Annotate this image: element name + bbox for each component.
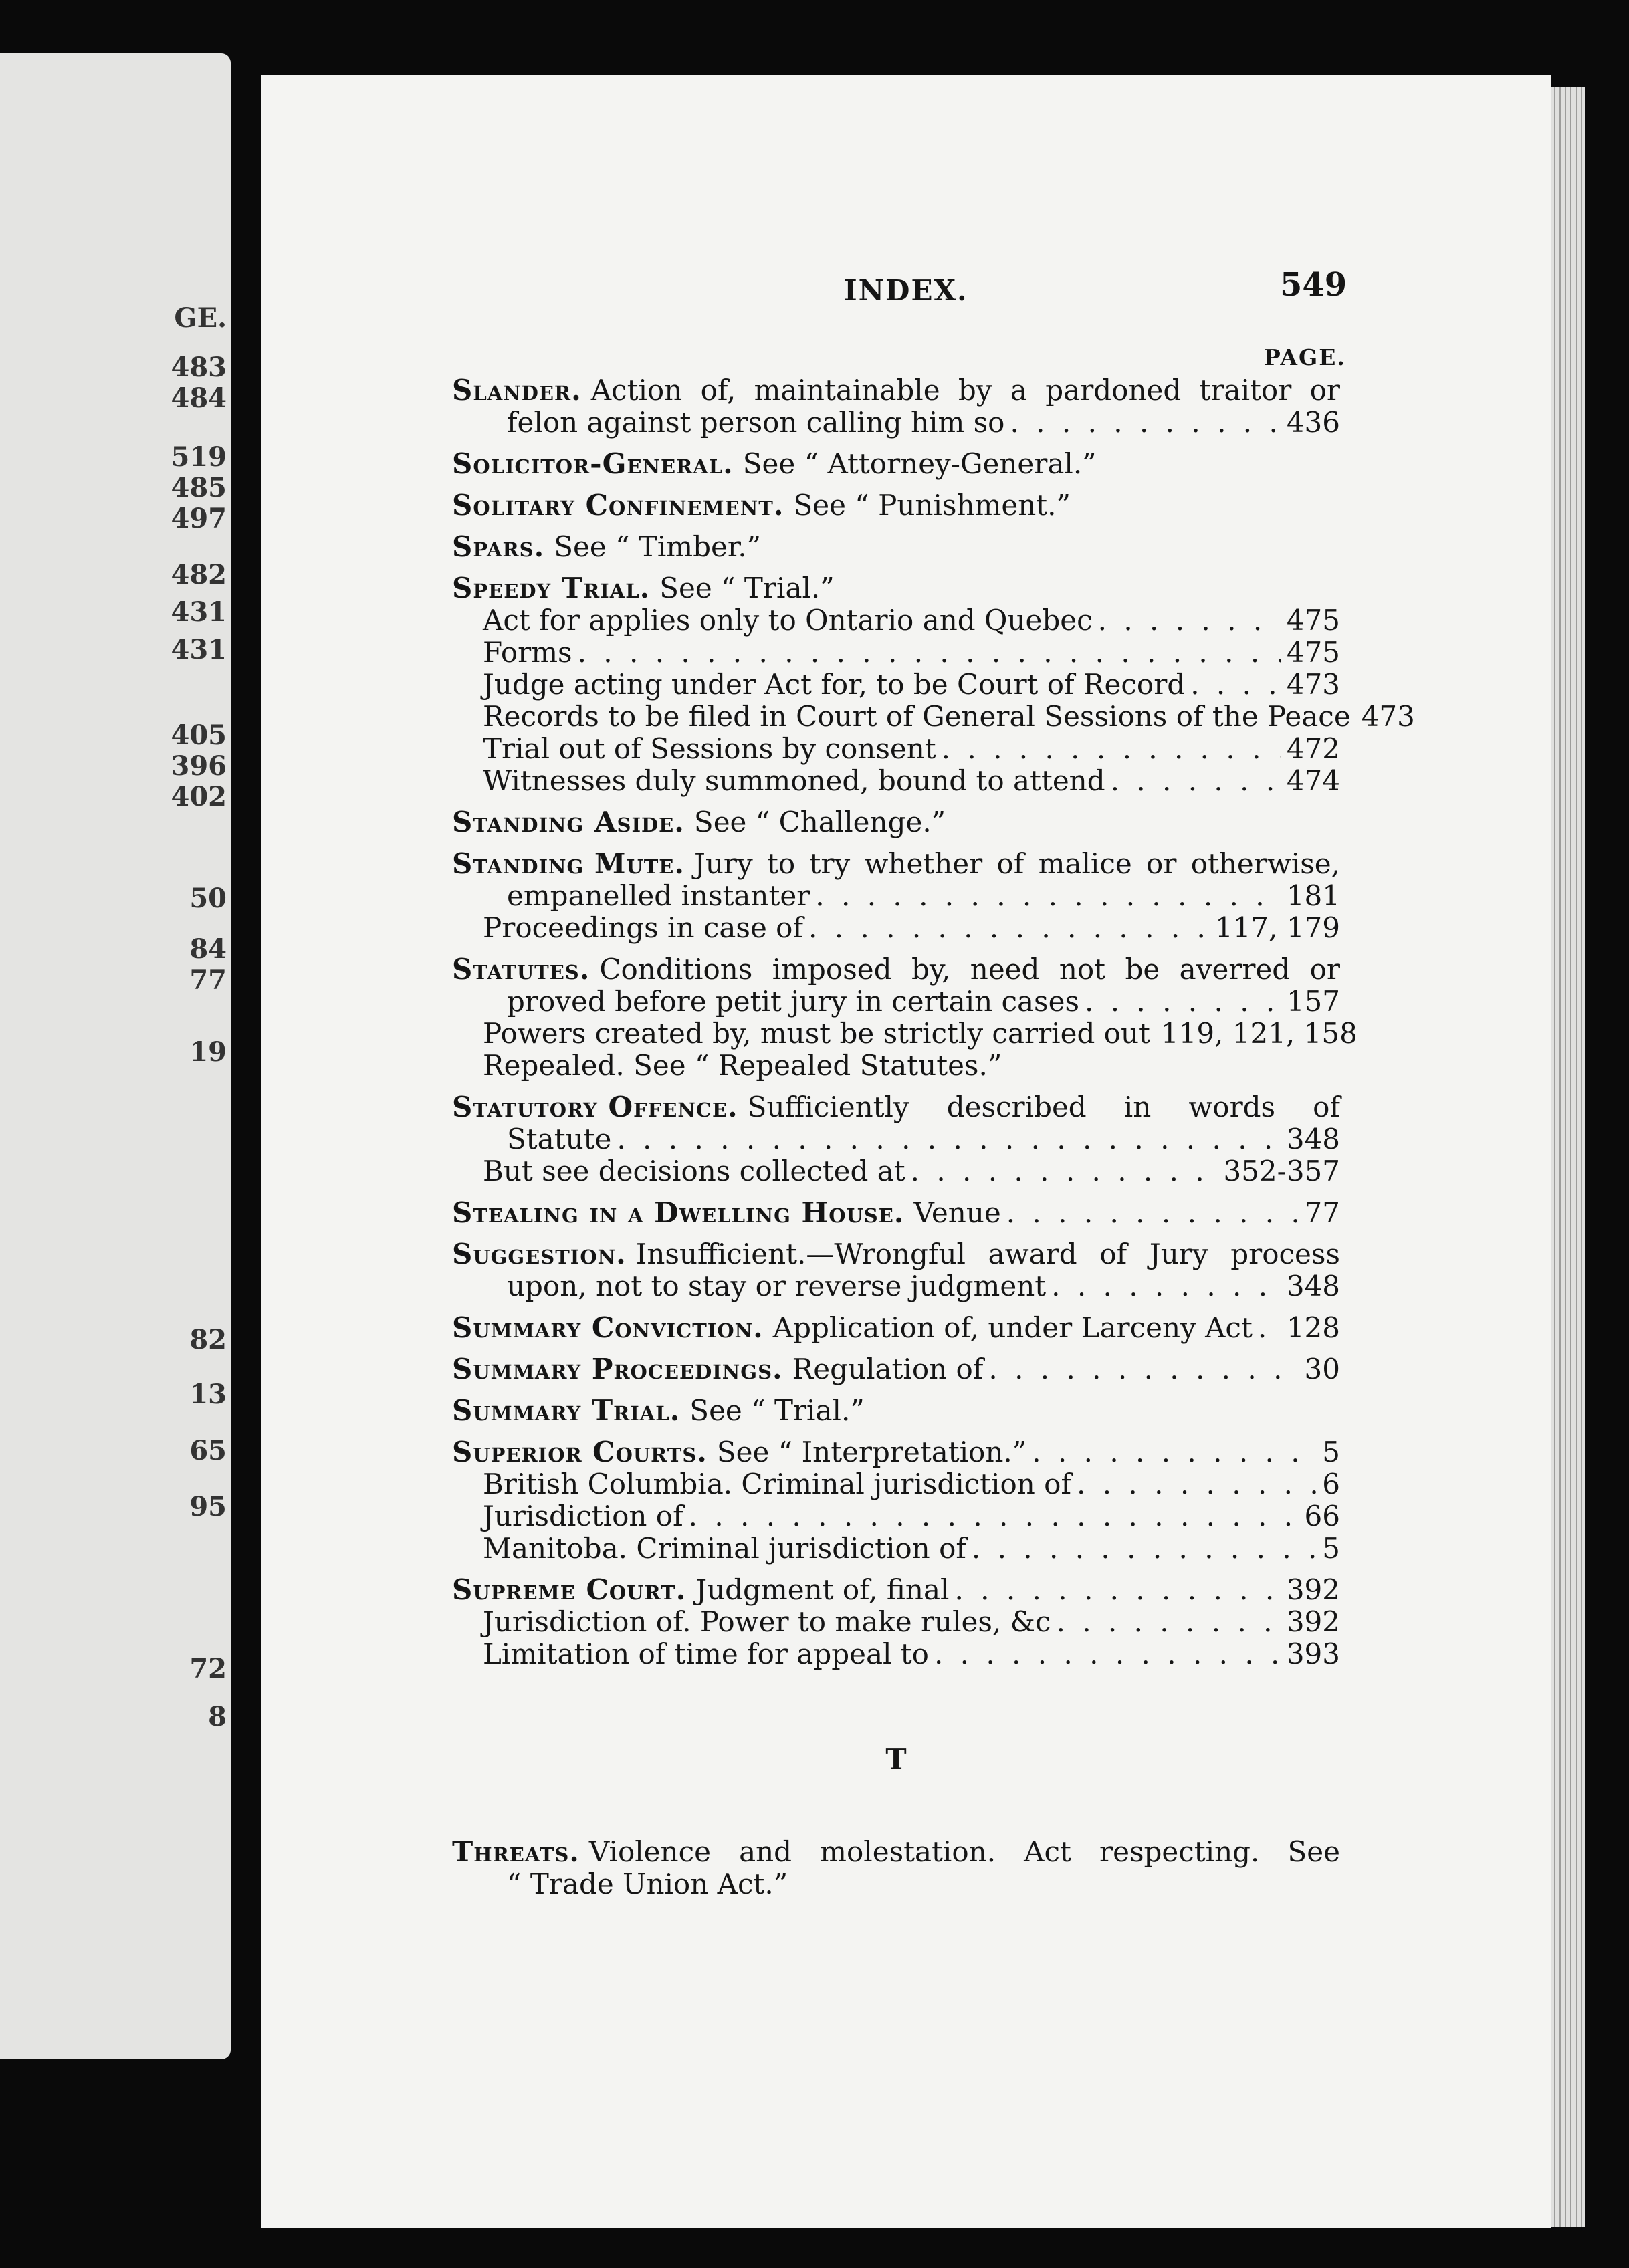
entry-text: Regulation of (792, 1353, 984, 1385)
entry-line (452, 1533, 1340, 1565)
leader-dots (954, 1574, 1281, 1606)
entry-line (452, 700, 1415, 733)
entry-line (452, 637, 1340, 669)
facing-page-fragment: GE. (174, 302, 227, 334)
entry-text: empanelled instanter (507, 879, 810, 912)
page-reference: 392 (1286, 1605, 1340, 1638)
entry-heading: Statutory Offence. (452, 1091, 738, 1123)
page-reference: 157 (1286, 985, 1340, 1018)
entry-text: Forms (483, 636, 572, 669)
entry-text: Jurisdiction of. Power to make rules, &c (483, 1605, 1051, 1638)
entry-text: Records to be filed in Court of General Sessions of the Peace (483, 700, 1351, 733)
index-entry (452, 953, 1358, 1082)
facing-page-fragment: 519 (171, 441, 227, 473)
page-reference: 128 (1286, 1311, 1340, 1344)
facing-page-fragment: 431 (171, 634, 227, 665)
index-entry (452, 1238, 1340, 1302)
entry-line (452, 1868, 1340, 1900)
entry-heading: Solitary Confinement. (452, 489, 784, 522)
leader-dots (1085, 986, 1281, 1018)
entry-line (452, 448, 1340, 480)
entry-line (452, 733, 1340, 765)
page-reference: 474 (1286, 764, 1340, 797)
entry-line (452, 1312, 1340, 1344)
facing-page-fragment: 95 (189, 1491, 227, 1522)
entry-heading: Statutes. (452, 953, 590, 986)
facing-page-fragment: 50 (189, 883, 227, 914)
entry-heading: Suggestion. (452, 1238, 627, 1270)
index-entry (452, 1312, 1340, 1344)
entry-heading: Supreme Court. (452, 1573, 687, 1606)
facing-page-fragment: 84 (189, 933, 227, 965)
leader-dots (689, 1500, 1299, 1533)
leader-dots (1032, 1436, 1317, 1468)
page-column-label: PAGE. (1264, 344, 1346, 370)
entry-text: Jurisdiction of (483, 1500, 683, 1533)
entry-text: Insufficient.—Wrongful award of Jury process (635, 1238, 1340, 1270)
entry-text: Manitoba. Criminal jurisdiction of (483, 1532, 966, 1565)
index-entry (452, 1436, 1340, 1565)
page-reference: 117, 179 (1214, 911, 1340, 944)
index-entry (452, 531, 1340, 563)
facing-page-fragment: 482 (171, 559, 227, 590)
entry-line (452, 986, 1340, 1018)
entry-line (452, 1638, 1340, 1670)
entry-line (452, 1574, 1340, 1606)
entry-line (452, 374, 1340, 407)
entry-heading: Summary Trial. (452, 1394, 681, 1427)
leader-dots (934, 1638, 1281, 1670)
entry-line (452, 848, 1340, 880)
entry-line (452, 489, 1340, 522)
leader-dots (988, 1353, 1299, 1385)
entry-text: But see decisions collected at (483, 1155, 905, 1187)
entry-line (452, 912, 1340, 944)
facing-page-fragment: 65 (189, 1435, 227, 1466)
page-reference: 119, 121, 158 (1160, 1017, 1358, 1050)
facing-page-fragment: 19 (189, 1036, 227, 1068)
entry-line (452, 1836, 1340, 1868)
leader-dots (1010, 407, 1281, 439)
entry-text: Statute (507, 1123, 612, 1155)
leader-dots (1190, 669, 1281, 701)
entry-line (452, 765, 1340, 797)
entry-line (452, 806, 1340, 838)
entry-line (452, 1155, 1340, 1187)
entry-line (452, 669, 1340, 701)
entry-text: Application of, under Larceny Act (772, 1311, 1253, 1344)
entry-text: See “ Punishment.” (793, 489, 1071, 522)
entry-text: See “ Interpretation.” (716, 1436, 1027, 1468)
entry-line (452, 1238, 1340, 1270)
entry-text: See “ Trial.” (659, 572, 835, 604)
entry-heading: Summary Proceedings. (452, 1353, 783, 1385)
leader-dots (1077, 1468, 1317, 1500)
index-entry (452, 489, 1340, 522)
facing-page-fragment: 82 (189, 1324, 227, 1355)
leader-dots (1258, 1312, 1281, 1344)
index-entry (452, 1091, 1340, 1187)
leader-dots (808, 912, 1210, 944)
index-entry (452, 806, 1340, 838)
facing-page-fragment: 13 (189, 1379, 227, 1410)
page-reference: 5 (1322, 1532, 1340, 1565)
entry-heading: Summary Conviction. (452, 1311, 764, 1344)
leader-dots (578, 637, 1281, 669)
entry-heading: Threats. (452, 1835, 580, 1868)
facing-page-fragment: 402 (171, 781, 227, 812)
facing-page-fragment: 8 (208, 1701, 227, 1732)
page-reference: 392 (1286, 1573, 1340, 1606)
entry-text: Proceedings in case of (483, 911, 804, 944)
index-entry (452, 1574, 1340, 1670)
entry-line (452, 953, 1340, 986)
facing-page-fragment: 497 (171, 503, 227, 534)
index-entry (452, 572, 1415, 797)
facing-page-fragment: 484 (171, 382, 227, 414)
leader-dots (1098, 604, 1281, 637)
index-entry (452, 448, 1340, 480)
facing-page-fragment: 72 (189, 1653, 227, 1684)
entry-line (452, 572, 1340, 604)
index-entries (452, 374, 1415, 1910)
entry-text: Repealed. See “ Repealed Statutes.” (483, 1049, 1002, 1082)
entry-line (452, 1606, 1340, 1638)
index-entry (452, 1395, 1340, 1427)
page-reference: 30 (1304, 1353, 1340, 1385)
page-reference: 475 (1286, 604, 1340, 637)
leader-dots (1111, 765, 1281, 797)
page-reference: 5 (1322, 1436, 1340, 1468)
page-reference: 436 (1286, 406, 1340, 439)
facing-page-fragment: 405 (171, 719, 227, 751)
facing-page-fragment: 485 (171, 472, 227, 503)
entry-line (452, 1017, 1358, 1050)
leader-dots (972, 1533, 1317, 1565)
running-title: INDEX. (844, 274, 968, 307)
entry-line (452, 531, 1340, 563)
entry-heading: Slander. (452, 374, 582, 407)
page-reference: 348 (1286, 1270, 1340, 1302)
entry-text: See “ Attorney-General.” (742, 447, 1097, 480)
entry-text: Witnesses duly summoned, bound to attend (483, 764, 1105, 797)
section-letter: T (885, 1743, 907, 1776)
leader-dots (815, 880, 1281, 912)
entry-line (452, 1050, 1340, 1082)
entry-text: felon against person calling him so (507, 406, 1005, 439)
entry-text: Trial out of Sessions by consent (483, 732, 936, 765)
leader-dots (942, 733, 1281, 765)
entry-heading: Standing Aside. (452, 806, 685, 838)
page-reference: 352-357 (1223, 1155, 1340, 1187)
entry-heading: Speedy Trial. (452, 572, 651, 604)
leader-dots (911, 1155, 1218, 1187)
entry-heading: Solicitor-General. (452, 447, 734, 480)
leader-dots (1051, 1270, 1281, 1302)
entry-line (452, 1270, 1340, 1302)
entry-heading: Superior Courts. (452, 1436, 708, 1468)
page-reference: 66 (1304, 1500, 1340, 1533)
page-reference: 473 (1286, 668, 1340, 701)
page-reference: 393 (1286, 1637, 1340, 1670)
leader-dots (1057, 1606, 1281, 1638)
page-reference: 475 (1286, 636, 1340, 669)
page-edges (1550, 87, 1585, 2227)
page-reference: 77 (1304, 1196, 1340, 1229)
entry-text: Action of, maintainable by a pardoned traitor or (590, 374, 1340, 407)
entry-text: Judgment of, final (695, 1573, 950, 1606)
facing-page-edge (0, 53, 231, 2059)
facing-page-fragment: 483 (171, 352, 227, 383)
entry-text: See “ Timber.” (554, 530, 762, 563)
page-number: 549 (1280, 266, 1347, 304)
facing-page-fragment: 396 (171, 750, 227, 782)
index-entry (452, 374, 1340, 439)
entry-text: Conditions imposed by, need not be averred or (599, 953, 1340, 986)
entry-text: Violence and molestation. Act respecting. See (588, 1835, 1340, 1868)
facing-page-fragment: 77 (189, 964, 227, 996)
entry-line (452, 407, 1340, 439)
leader-dots (617, 1123, 1281, 1155)
index-entry (452, 1353, 1340, 1385)
entry-line (452, 1500, 1340, 1533)
entry-text: Sufficiently described in words of (747, 1091, 1340, 1123)
entry-heading: Stealing in a Dwelling House. (452, 1196, 905, 1229)
entry-text: Powers created by, must be strictly carried out (483, 1017, 1150, 1050)
entry-text: Venue (913, 1196, 1001, 1229)
entry-text: See “ Trial.” (689, 1394, 865, 1427)
entry-line (452, 1091, 1340, 1123)
entry-line (452, 1468, 1340, 1500)
index-entry (452, 1197, 1340, 1229)
index-entry (452, 1836, 1340, 1900)
entry-text: “ Trade Union Act.” (507, 1867, 788, 1900)
page-reference: 473 (1361, 700, 1415, 733)
page-reference: 6 (1322, 1468, 1340, 1500)
page-reference: 348 (1286, 1123, 1340, 1155)
entry-text: Jury to try whether of malice or otherwise, (694, 847, 1340, 880)
entry-text: Limitation of time for appeal to (483, 1637, 929, 1670)
page-reference: 472 (1286, 732, 1340, 765)
entry-line (452, 1353, 1340, 1385)
entry-line (452, 1436, 1340, 1468)
entry-text: See “ Challenge.” (693, 806, 946, 838)
entry-line (452, 880, 1340, 912)
entry-line (452, 1395, 1340, 1427)
entry-heading: Standing Mute. (452, 847, 685, 880)
entry-text: British Columbia. Criminal jurisdiction of (483, 1468, 1072, 1500)
entry-line (452, 1197, 1340, 1229)
entry-heading: Spars. (452, 530, 545, 563)
entry-text: Judge acting under Act for, to be Court of Record (483, 668, 1186, 701)
page-reference: 181 (1286, 879, 1340, 912)
leader-dots (1006, 1197, 1299, 1229)
index-entry (452, 848, 1340, 944)
entry-line (452, 604, 1340, 637)
entry-line (452, 1123, 1340, 1155)
facing-page-fragment: 431 (171, 596, 227, 628)
entry-text: Act for applies only to Ontario and Quebec (483, 604, 1093, 637)
entry-text: upon, not to stay or reverse judgment (507, 1270, 1047, 1302)
entry-text: proved before petit jury in certain cases (507, 985, 1079, 1018)
